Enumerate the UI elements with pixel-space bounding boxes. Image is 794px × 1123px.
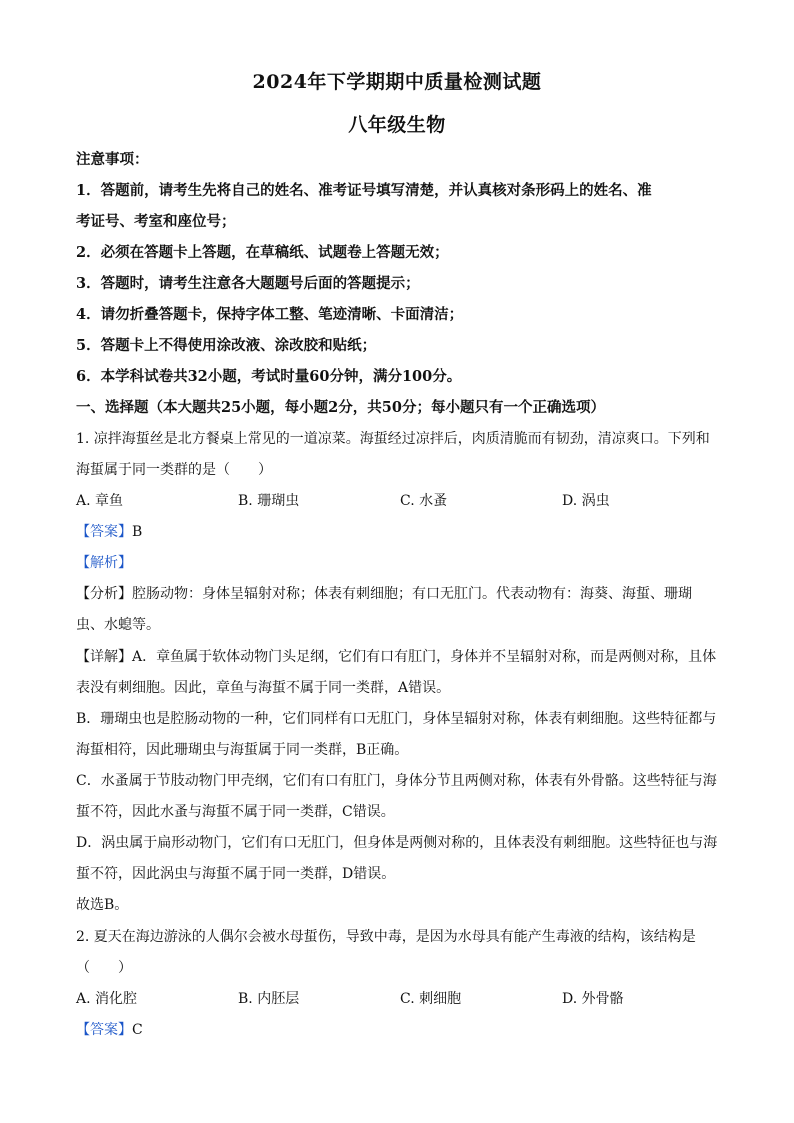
q1-answer <box>76 521 142 541</box>
detail-text: A．章鱼属于软体动物门头足纲，它们有口有肛门，身体并不呈辐射对称，而是两侧对称，且体 <box>132 649 717 665</box>
q2-option-a: A. 消化腔 <box>76 991 138 1007</box>
q1-stem-line: 1. 凉拌海蜇丝是北方餐桌上常见的一道凉菜。海蜇经过凉拌后，肉质清脆而有韧劲，清凉爽口。下列和 <box>76 431 710 447</box>
q1-detail-line: 海蜇相符，因此珊瑚虫与海蜇属于同一类群，B正确。 <box>76 742 409 758</box>
fenxi-tag: 【分析】 <box>76 586 132 602</box>
answer-tag: 【答案】 <box>76 524 132 540</box>
analysis-tag: 【解析】 <box>76 555 132 571</box>
q1-detail-line: 蜇不符，因此水蚤与海蜇不属于同一类群，C错误。 <box>76 804 395 820</box>
notice-heading: 注意事项： <box>76 151 149 168</box>
q1-analysis-heading <box>76 552 132 572</box>
answer-tag: 【答案】 <box>76 1022 132 1038</box>
q2-stem-line: 2. 夏天在海边游泳的人偶尔会被水母蜇伤，导致中毒，是因为水母具有能产生毒液的结构，该结构是 <box>76 929 696 945</box>
section-heading: 一、选择题（本大题共25小题，每小题2分，共50分；每小题只有一个正确选项） <box>76 399 605 416</box>
q1-detail-line: 蜇不符，因此涡虫与海蜇不属于同一类群，D错误。 <box>76 866 396 882</box>
notice-line: 2．必须在答题卡上答题，在草稿纸、试题卷上答题无效； <box>76 244 449 261</box>
notice-line: 4．请勿折叠答题卡，保持字体工整、笔迹清晰、卡面清洁； <box>76 306 464 323</box>
q2-answer <box>76 1019 143 1039</box>
q1-stem-line: 海蜇属于同一类群的是（ ） <box>76 462 272 478</box>
q1-fenxi-line: 虫、水螅等。 <box>76 617 160 633</box>
fenxi-text: 腔肠动物：身体呈辐射对称；体表有刺细胞；有口无肛门。代表动物有：海葵、海蜇、珊瑚 <box>132 586 692 602</box>
q1-option-a: A. 章鱼 <box>76 493 124 509</box>
notice-line: 1．答题前，请考生先将自己的姓名、准考证号填写清楚，并认真核对条形码上的姓名、准 <box>76 182 652 199</box>
q1-detail-line: C．水蚤属于节肢动物门甲壳纲，它们有口有肛门，身体分节且两侧对称，体表有外骨骼。这些特征与海 <box>76 773 717 789</box>
q1-option-c: C. 水蚤 <box>400 493 448 509</box>
answer-value: B <box>132 524 143 540</box>
q2-stem-line: （ ） <box>76 960 132 976</box>
q2-option-c: C. 刺细胞 <box>400 991 462 1007</box>
q1-conclusion: 故选B。 <box>76 897 129 913</box>
q1-detail-line: D．涡虫属于扁形动物门，它们有口无肛门，但身体是两侧对称的，且体表没有刺细胞。这些特征也与海 <box>76 835 718 851</box>
notice-line: 考证号、考室和座位号； <box>76 213 236 230</box>
q1-option-b: B. 珊瑚虫 <box>238 493 300 509</box>
notice-line: 6．本学科试卷共32小题，考试时量60分钟，满分100分。 <box>76 368 462 385</box>
q2-option-b: B. 内胚层 <box>238 991 300 1007</box>
q1-detail <box>76 646 716 666</box>
answer-value: C <box>132 1022 143 1038</box>
q1-fenxi <box>76 583 692 603</box>
page-subtitle: 八年级生物 <box>348 114 446 136</box>
q1-detail-line: B．珊瑚虫也是腔肠动物的一种，它们同样有口无肛门，身体呈辐射对称，体表有刺细胞。这些特征都与 <box>76 711 717 727</box>
notice-line: 5．答题卡上不得使用涂改液、涂改胶和贴纸； <box>76 337 377 354</box>
q1-detail-line: 表没有刺细胞。因此，章鱼与海蜇不属于同一类群，A错误。 <box>76 680 451 696</box>
notice-line: 3．答题时，请考生注意各大题题号后面的答题提示； <box>76 275 420 292</box>
detail-tag: 【详解】 <box>76 649 132 665</box>
q1-option-d: D. 涡虫 <box>562 493 610 509</box>
q2-option-d: D. 外骨骼 <box>562 991 624 1007</box>
page-title: 2024年下学期期中质量检测试题 <box>252 71 542 93</box>
